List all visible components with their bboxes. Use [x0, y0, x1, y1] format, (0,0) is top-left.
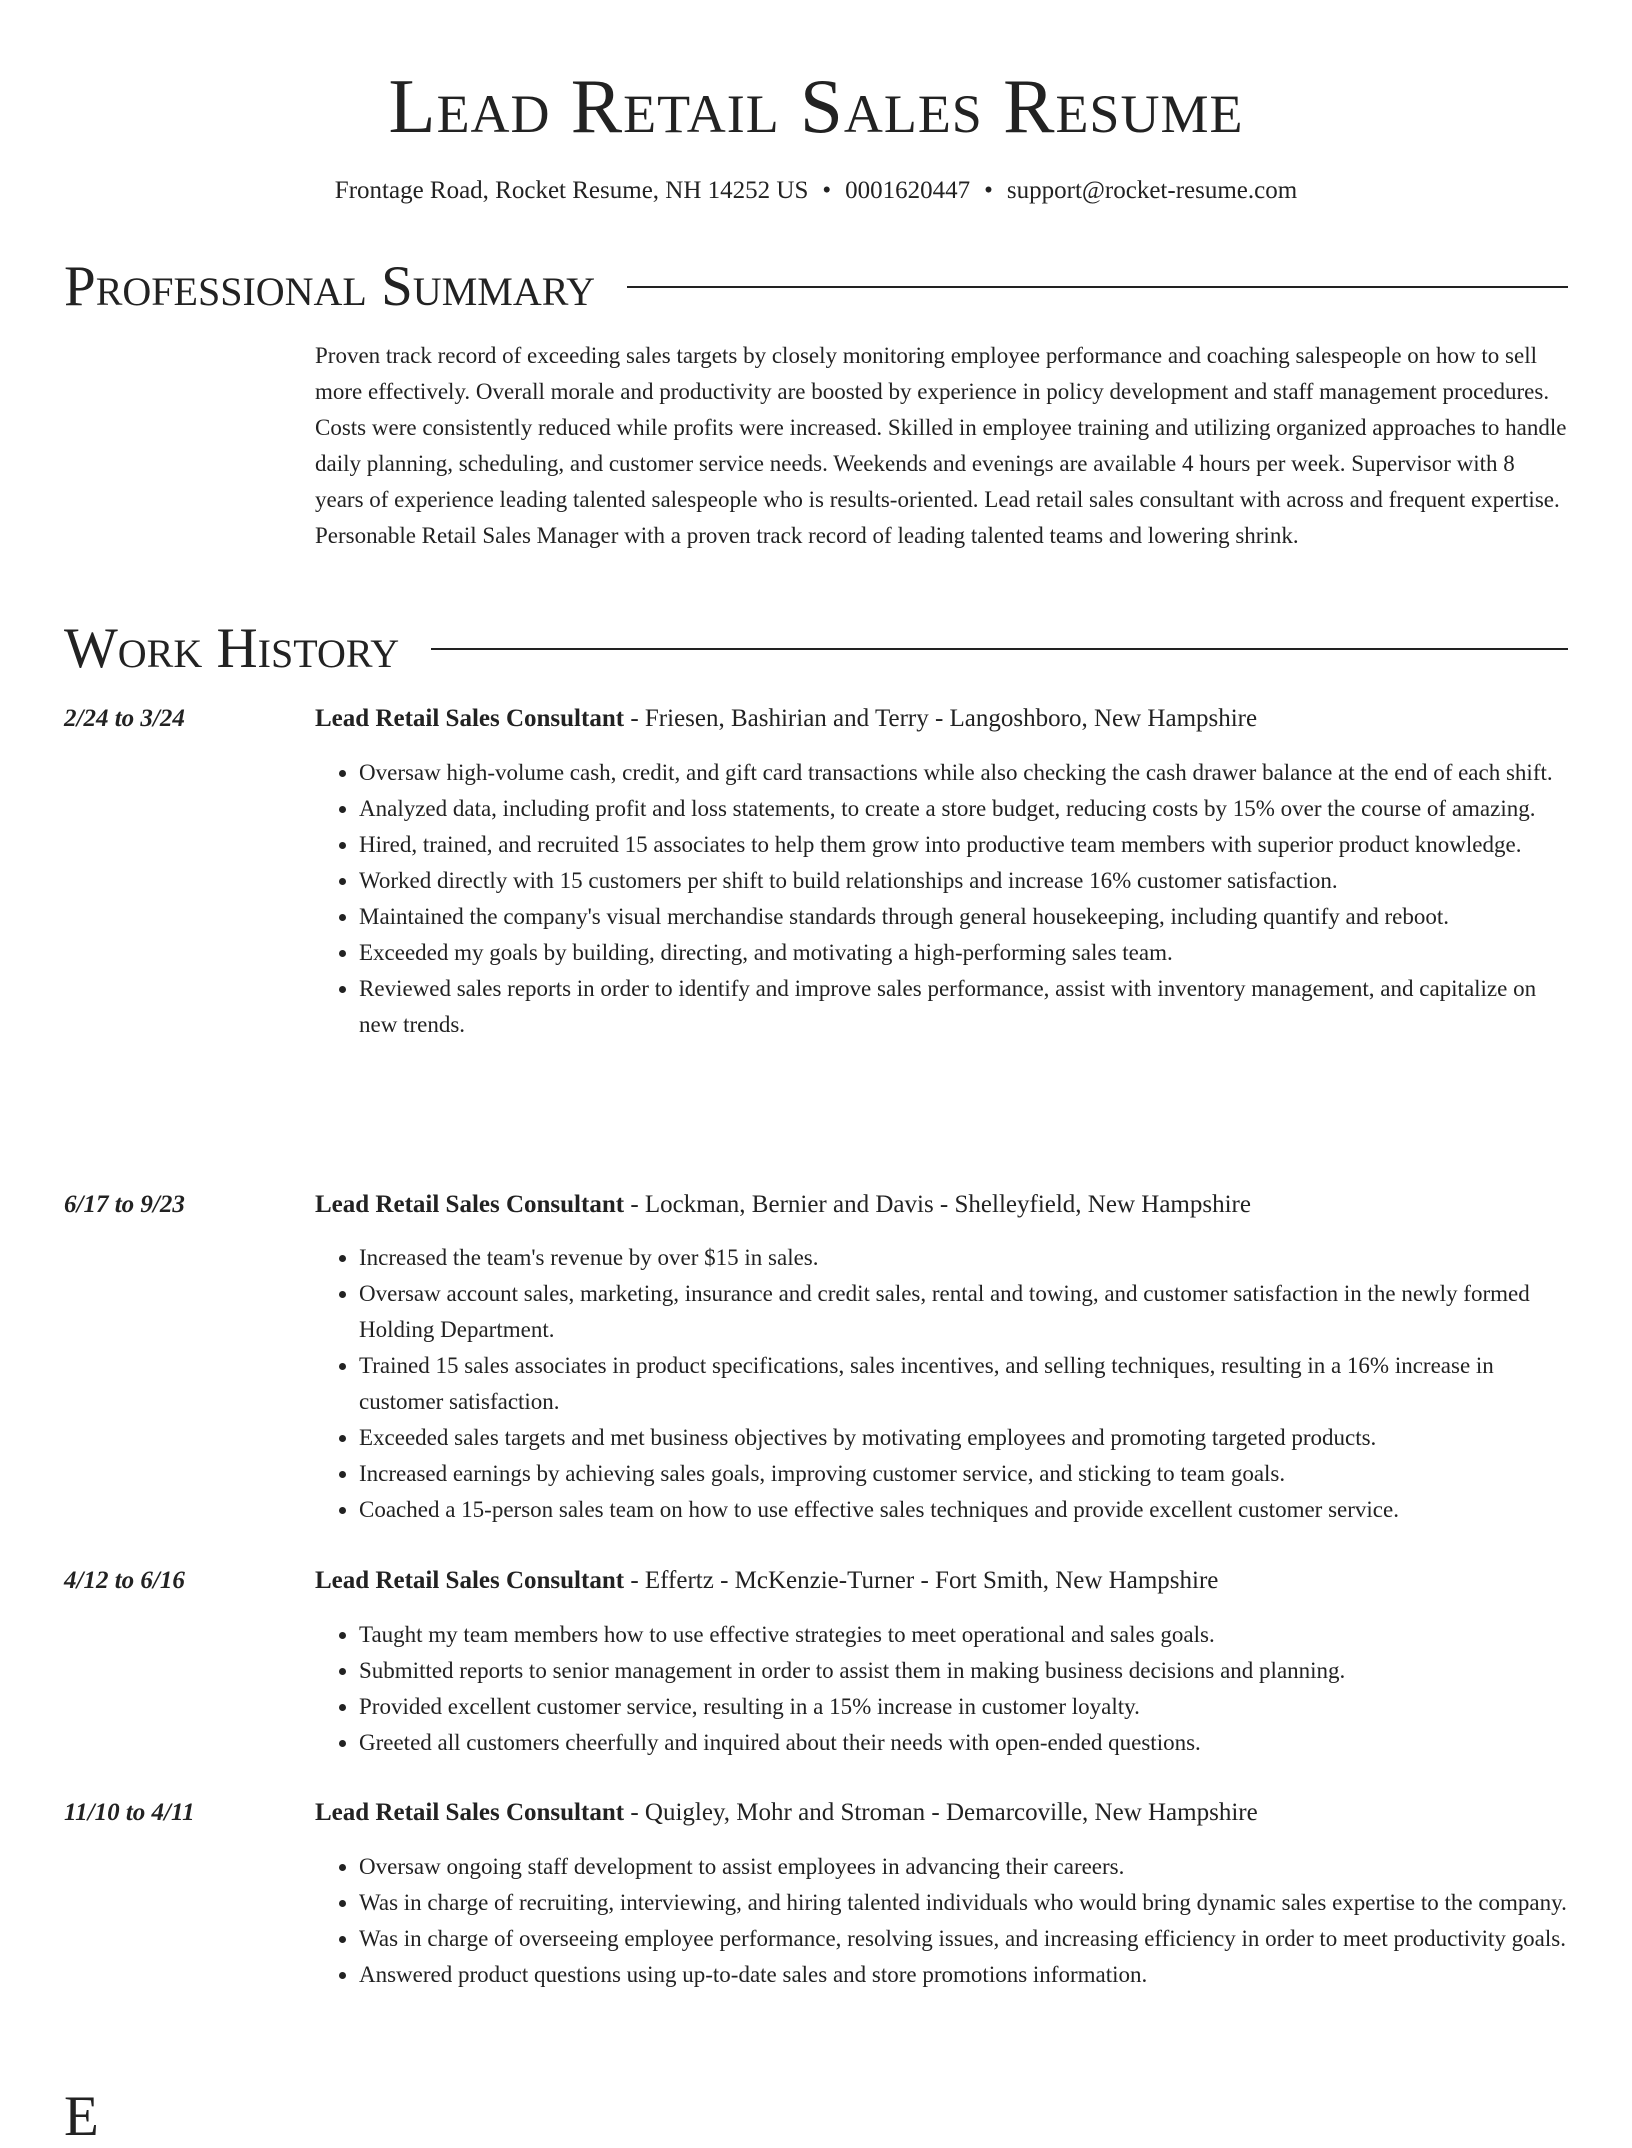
- contact-separator: •: [984, 177, 993, 204]
- job-header: [315, 1187, 1568, 1223]
- contact-address: Frontage Road, Rocket Resume, NH 14252 US: [334, 177, 809, 204]
- job-bullet: • Taught my team members how to use effective strategies to meet operational and sales goals.: [359, 1617, 1568, 1653]
- job-bullet: • Oversaw account sales, marketing, insurance and credit sales, rental and towing, and customer satisfaction in the newly formed Holding Department.: [359, 1276, 1568, 1348]
- job-bullet: • Trained 15 sales associates in product specifications, sales incentives, and selling techniques, resulting in a 16% increase in customer satisfaction.: [359, 1348, 1568, 1420]
- job-bullets: [315, 1240, 1568, 1528]
- contact-line: [0, 174, 1632, 208]
- job-header: [315, 701, 1568, 737]
- job-bullet: • Oversaw ongoing staff development to assist employees in advancing their careers.: [359, 1849, 1568, 1885]
- job-bullet: • Submitted reports to senior management in order to assist them in making business decisions and planning.: [359, 1653, 1568, 1689]
- job-bullets: [315, 755, 1568, 1043]
- job-bullet: • Reviewed sales reports in order to identify and improve sales performance, assist with inventory management, and capitalize on new trends.: [359, 971, 1568, 1043]
- section-divider: [431, 648, 1568, 650]
- job-bullet: • Was in charge of overseeing employee performance, resolving issues, and increasing efficiency in order to meet productivity goals.: [359, 1921, 1568, 1957]
- job-bullets: [315, 1849, 1568, 1993]
- job-dates: 11/10 to 4/11: [64, 1799, 195, 1826]
- job-bullet: • Maintained the company's visual merchandise standards through general housekeeping, including quantify and reboot.: [359, 899, 1568, 935]
- job-bullet: • Greeted all customers cheerfully and inquired about their needs with open-ended questions.: [359, 1725, 1568, 1761]
- job-header: [315, 1795, 1568, 1831]
- job-title: Lead Retail Sales Consultant: [315, 1567, 625, 1594]
- job-dates: 4/12 to 6/16: [64, 1567, 185, 1594]
- work-history-heading: Work History: [64, 617, 400, 680]
- job-title: Lead Retail Sales Consultant: [315, 1799, 625, 1826]
- job-details: - Quigley, Mohr and Stroman - Demarcoville, New Hampshire: [624, 1799, 1258, 1826]
- summary-heading: Professional Summary: [64, 255, 596, 318]
- job-bullet: • Worked directly with 15 customers per shift to build relationships and increase 16% customer satisfaction.: [359, 863, 1568, 899]
- job-details: - Lockman, Bernier and Davis - Shelleyfield, New Hampshire: [624, 1191, 1251, 1218]
- job-details: - Friesen, Bashirian and Terry - Langoshboro, New Hampshire: [624, 705, 1258, 732]
- job-dates: 6/17 to 9/23: [64, 1191, 185, 1218]
- job-bullet: • Coached a 15-person sales team on how to use effective sales techniques and provide excellent customer service.: [359, 1492, 1568, 1528]
- job-bullet: • Was in charge of recruiting, interviewing, and hiring talented individuals who would bring dynamic sales expertise to the company.: [359, 1885, 1568, 1921]
- job-dates: 2/24 to 3/24: [64, 705, 185, 732]
- job-bullet: • Hired, trained, and recruited 15 associates to help them grow into productive team members with superior product knowledge.: [359, 827, 1568, 863]
- job-header: [315, 1563, 1568, 1599]
- job-bullet: • Increased earnings by achieving sales goals, improving customer service, and sticking to team goals.: [359, 1456, 1568, 1492]
- job-bullet: • Oversaw high-volume cash, credit, and gift card transactions while also checking the cash drawer balance at the end of each shift.: [359, 755, 1568, 791]
- next-section-heading: E: [64, 2085, 99, 2148]
- job-bullet: • Increased the team's revenue by over $15 in sales.: [359, 1240, 1568, 1276]
- job-bullets: [315, 1617, 1568, 1761]
- job-title: Lead Retail Sales Consultant: [315, 1191, 625, 1218]
- page-title: Lead Retail Sales Resume: [388, 63, 1244, 149]
- contact-phone: 0001620447: [845, 177, 971, 204]
- contact-email: support@rocket-resume.com: [1006, 177, 1298, 204]
- summary-text: Proven track record of exceeding sales targets by closely monitoring employee performance and coaching salespeople on how to sell more effectively. Overall morale and productivity are boosted by experience in policy development and staff management procedures. Costs were consistently reduced while profits were increased. Skilled in employee training and utilizing organized approaches to handle daily planning, scheduling, and customer service needs. Weekends and evenings are available 4 hours per week. Supervisor with 8 years of experience leading talented salespeople who is results-oriented. Lead retail sales consultant with across and frequent expertise. Personable Retail Sales Manager with a proven track record of leading talented teams and lowering shrink.: [315, 343, 1567, 548]
- job-bullet: • Analyzed data, including profit and loss statements, to create a store budget, reducing costs by 15% over the course of amazing.: [359, 791, 1568, 827]
- job-bullet: • Provided excellent customer service, resulting in a 15% increase in customer loyalty.: [359, 1689, 1568, 1725]
- job-details: - Effertz - McKenzie-Turner - Fort Smith, New Hampshire: [624, 1567, 1219, 1594]
- work-history-section-heading: [64, 618, 1568, 680]
- job-bullet: • Answered product questions using up-to-date sales and store promotions information.: [359, 1957, 1568, 1993]
- job-bullet: • Exceeded my goals by building, directing, and motivating a high-performing sales team.: [359, 935, 1568, 971]
- job-title: Lead Retail Sales Consultant: [315, 705, 625, 732]
- summary-section-heading: [64, 256, 1568, 318]
- job-bullet: • Exceeded sales targets and met business objectives by motivating employees and promoting targeted products.: [359, 1420, 1568, 1456]
- section-divider: [627, 286, 1568, 288]
- contact-separator: •: [822, 177, 832, 204]
